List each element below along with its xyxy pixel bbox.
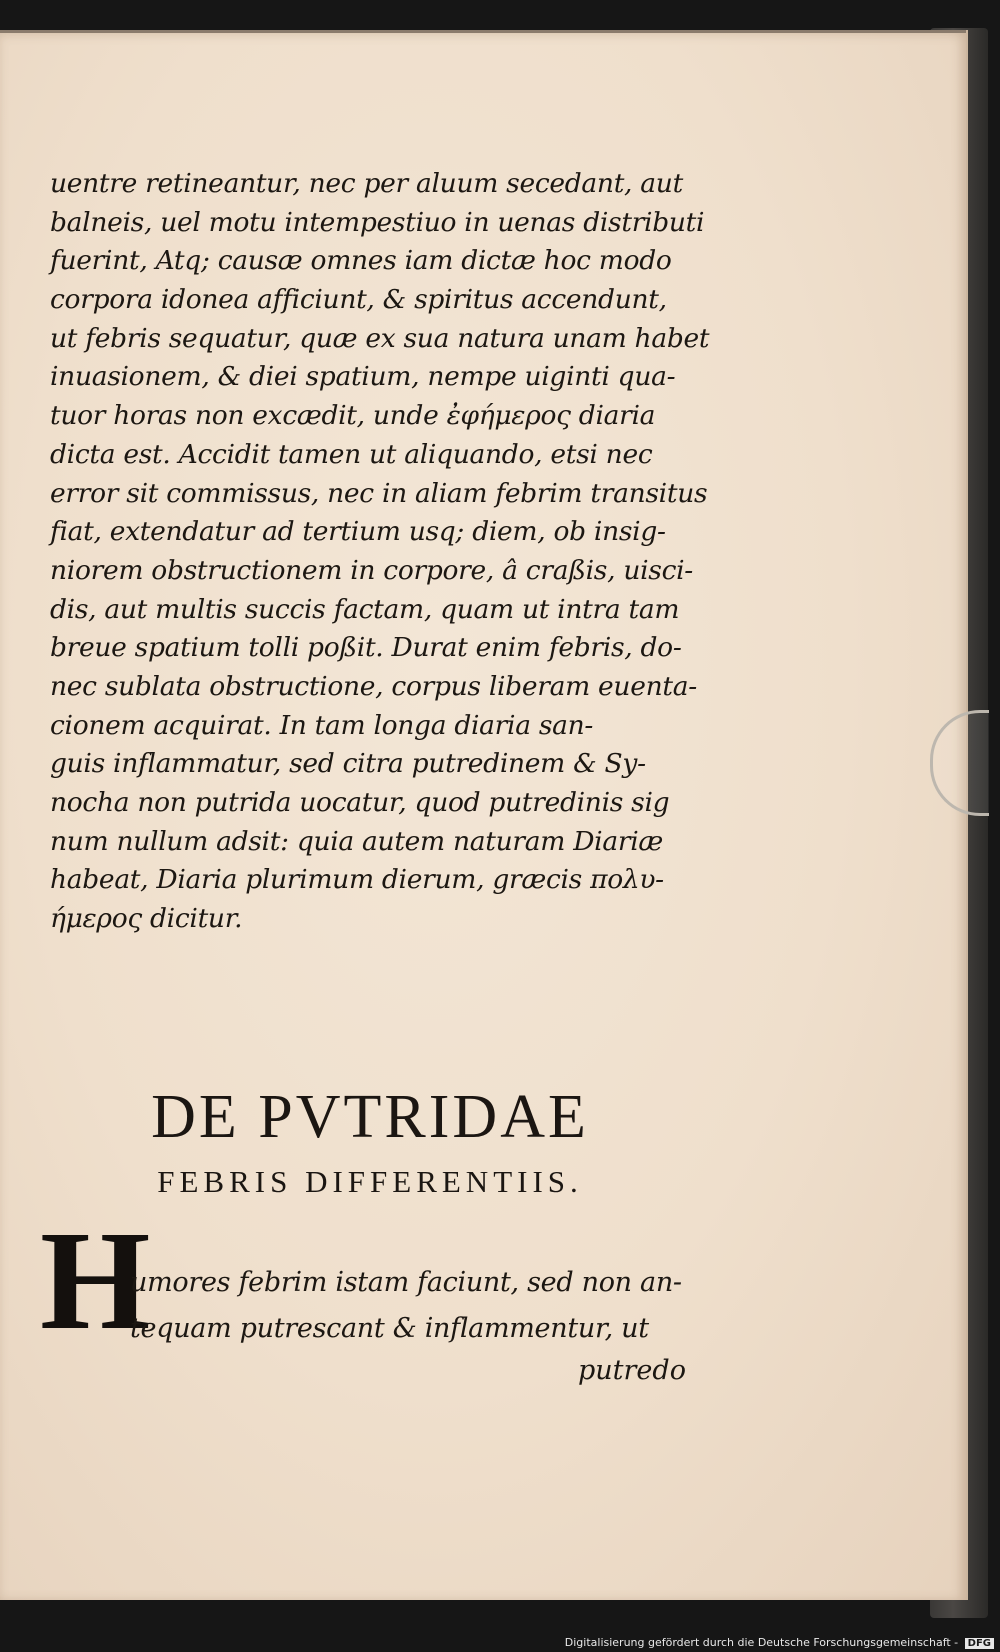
text-line: dis, aut multis succis factam, quam ut intra tam (50, 593, 680, 625)
page-top-edge (0, 30, 966, 33)
text-line: corpora idonea afficiunt, & spiritus accendunt, (50, 284, 667, 316)
text-line: umores febrim istam faciunt, sed non an- (130, 1267, 682, 1298)
text-line: fuerint, Atq; causæ omnes iam dictæ hoc modo (50, 245, 672, 277)
text-line: breue spatium tolli poßit. Durat enim febris, do- (50, 632, 682, 664)
text-line: uentre retineantur, nec per aluum secedant, aut (50, 168, 683, 199)
text-line: dicta est. Accidit tamen ut aliquando, etsi nec (50, 438, 653, 470)
text-line: error sit commissus, nec in aliam febrim transitus (50, 477, 708, 509)
text-line: inuasionem, & diei spatium, nempe uiginti qua- (50, 361, 676, 393)
text-line: balneis, uel motu intempestiuo in uenas distributi (50, 206, 705, 238)
text-line: nec sublata obstructione, corpus liberam euenta- (50, 670, 697, 702)
text-line: ήμερος dicitur. (50, 903, 243, 935)
footer-text: Digitalisierung gefördert durch die Deutsche Forschungsgemeinschaft - (564, 1636, 959, 1649)
section-subheading: FEBRIS DIFFERENTIIS. (157, 1164, 583, 1199)
text-line: num nullum adsit: quia autem naturam Diariæ (50, 825, 663, 857)
text-line: guis inflammatur, sed citra putredinem & Sy- (50, 748, 646, 780)
main-text-block (50, 165, 710, 939)
text-line: habeat, Diaria plurimum dierum, græcis πολυ- (50, 864, 664, 896)
digitization-footer (565, 1636, 994, 1649)
text-line: tuor horas non excædit, unde ἐφήμερος diaria (50, 400, 656, 432)
text-line: cionem acquirat. In tam longa diaria san- (50, 709, 594, 741)
text-line: nocha non putrida uocatur, quod putredinis sig (50, 787, 670, 818)
dfg-logo-badge: DFG (965, 1638, 994, 1649)
section-heading: DE PVTRIDAE (151, 1083, 589, 1151)
text-line: ut febris sequatur, quæ ex sua natura unam habet (50, 322, 710, 354)
text-line: niorem obstructionem in corpore, â craßis, uisci- (50, 554, 693, 586)
second-paragraph (130, 1260, 690, 1352)
text-line: tequam putrescant & inflammentur, ut (130, 1313, 649, 1344)
text-line: fiat, extendatur ad tertium usq; diem, ob insig- (50, 516, 666, 548)
drop-capital: H (40, 1201, 151, 1359)
catchword: putredo (578, 1355, 686, 1386)
